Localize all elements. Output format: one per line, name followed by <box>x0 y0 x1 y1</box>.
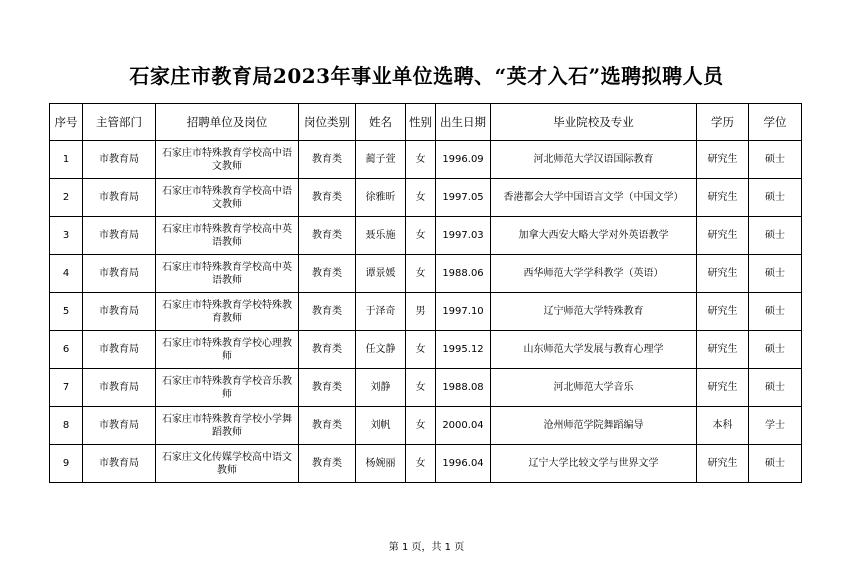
cell-category: 教育类 <box>299 445 356 483</box>
cell-position: 石家庄文化传媒学校高中语文教师 <box>156 445 299 483</box>
cell-education: 研究生 <box>697 141 749 179</box>
cell-category: 教育类 <box>299 179 356 217</box>
cell-birthdate: 1988.06 <box>436 255 491 293</box>
table-row <box>50 141 802 179</box>
cell-birthdate: 1995.12 <box>436 331 491 369</box>
cell-position: 石家庄市特殊教育学校高中英语教师 <box>156 217 299 255</box>
cell-education: 研究生 <box>697 369 749 407</box>
cell-department: 市教育局 <box>83 331 156 369</box>
cell-degree: 硕士 <box>749 217 802 255</box>
cell-degree: 硕士 <box>749 255 802 293</box>
cell-name: 杨婉丽 <box>356 445 406 483</box>
cell-department: 市教育局 <box>83 141 156 179</box>
cell-education: 研究生 <box>697 445 749 483</box>
page-footer: 第 1 页，共 1 页 <box>388 542 465 553</box>
cell-department: 市教育局 <box>83 255 156 293</box>
cell-gender: 女 <box>406 217 436 255</box>
cell-gender: 女 <box>406 369 436 407</box>
cell-birthdate: 1996.04 <box>436 445 491 483</box>
cell-school-major: 山东师范大学发展与教育心理学 <box>491 331 697 369</box>
cell-position: 石家庄市特殊教育学校心理教师 <box>156 331 299 369</box>
col-header-gender: 性别 <box>406 104 436 141</box>
cell-position: 石家庄市特殊教育学校高中语文教师 <box>156 141 299 179</box>
cell-department: 市教育局 <box>83 293 156 331</box>
cell-school-major: 河北师范大学音乐 <box>491 369 697 407</box>
cell-index: 4 <box>50 255 83 293</box>
col-header-birthdate: 出生日期 <box>436 104 491 141</box>
cell-birthdate: 2000.04 <box>436 407 491 445</box>
cell-department: 市教育局 <box>83 445 156 483</box>
cell-gender: 女 <box>406 445 436 483</box>
cell-education: 研究生 <box>697 293 749 331</box>
cell-index: 8 <box>50 407 83 445</box>
col-header-category: 岗位类别 <box>299 104 356 141</box>
cell-name: 徐雅昕 <box>356 179 406 217</box>
cell-education: 研究生 <box>697 179 749 217</box>
cell-department: 市教育局 <box>83 407 156 445</box>
table-row <box>50 293 802 331</box>
cell-category: 教育类 <box>299 293 356 331</box>
table-row <box>50 407 802 445</box>
cell-department: 市教育局 <box>83 179 156 217</box>
cell-education: 研究生 <box>697 331 749 369</box>
cell-index: 9 <box>50 445 83 483</box>
cell-name: 谭景媛 <box>356 255 406 293</box>
cell-gender: 女 <box>406 141 436 179</box>
cell-school-major: 辽宁大学比较文学与世界文学 <box>491 445 697 483</box>
cell-education: 本科 <box>697 407 749 445</box>
col-header-department: 主管部门 <box>83 104 156 141</box>
cell-category: 教育类 <box>299 217 356 255</box>
table-row <box>50 445 802 483</box>
page-title: 石家庄市教育局2023年事业单位选聘、“英才入石”选聘拟聘人员 <box>129 64 724 88</box>
cell-degree: 硕士 <box>749 293 802 331</box>
col-header-school-major: 毕业院校及专业 <box>491 104 697 141</box>
cell-index: 1 <box>50 141 83 179</box>
col-header-index: 序号 <box>50 104 83 141</box>
cell-category: 教育类 <box>299 255 356 293</box>
cell-school-major: 加拿大西安大略大学对外英语教学 <box>491 217 697 255</box>
cell-category: 教育类 <box>299 331 356 369</box>
cell-position: 石家庄市特殊教育学校音乐教师 <box>156 369 299 407</box>
cell-category: 教育类 <box>299 141 356 179</box>
cell-degree: 硕士 <box>749 331 802 369</box>
col-header-position: 招聘单位及岗位 <box>156 104 299 141</box>
table-row <box>50 179 802 217</box>
cell-gender: 男 <box>406 293 436 331</box>
cell-position: 石家庄市特殊教育学校小学舞蹈教师 <box>156 407 299 445</box>
table-row <box>50 331 802 369</box>
cell-gender: 女 <box>406 407 436 445</box>
cell-index: 2 <box>50 179 83 217</box>
cell-school-major: 辽宁师范大学特殊教育 <box>491 293 697 331</box>
cell-education: 研究生 <box>697 255 749 293</box>
cell-school-major: 河北师范大学汉语国际教育 <box>491 141 697 179</box>
cell-birthdate: 1997.10 <box>436 293 491 331</box>
cell-position: 石家庄市特殊教育学校特殊教育教师 <box>156 293 299 331</box>
cell-name: 聂乐施 <box>356 217 406 255</box>
cell-gender: 女 <box>406 179 436 217</box>
cell-gender: 女 <box>406 255 436 293</box>
cell-name: 蔺子萱 <box>356 141 406 179</box>
cell-category: 教育类 <box>299 369 356 407</box>
cell-department: 市教育局 <box>83 217 156 255</box>
cell-category: 教育类 <box>299 407 356 445</box>
table-row <box>50 369 802 407</box>
cell-school-major: 西华师范大学学科教学（英语） <box>491 255 697 293</box>
cell-birthdate: 1996.09 <box>436 141 491 179</box>
cell-degree: 硕士 <box>749 179 802 217</box>
col-header-name: 姓名 <box>356 104 406 141</box>
cell-degree: 硕士 <box>749 445 802 483</box>
cell-degree: 硕士 <box>749 369 802 407</box>
cell-degree: 硕士 <box>749 141 802 179</box>
cell-name: 于泽奇 <box>356 293 406 331</box>
cell-school-major: 香港都会大学中国语言文学（中国文学） <box>491 179 697 217</box>
cell-index: 3 <box>50 217 83 255</box>
cell-gender: 女 <box>406 331 436 369</box>
cell-birthdate: 1997.05 <box>436 179 491 217</box>
cell-birthdate: 1988.08 <box>436 369 491 407</box>
table-header-row <box>50 104 802 141</box>
col-header-education: 学历 <box>697 104 749 141</box>
table-row <box>50 255 802 293</box>
cell-index: 6 <box>50 331 83 369</box>
cell-position: 石家庄市特殊教育学校高中语文教师 <box>156 179 299 217</box>
cell-birthdate: 1997.03 <box>436 217 491 255</box>
cell-degree: 学士 <box>749 407 802 445</box>
cell-name: 刘帆 <box>356 407 406 445</box>
cell-name: 任文静 <box>356 331 406 369</box>
col-header-degree: 学位 <box>749 104 802 141</box>
cell-name: 刘静 <box>356 369 406 407</box>
cell-education: 研究生 <box>697 217 749 255</box>
table-row <box>50 217 802 255</box>
cell-school-major: 沧州师范学院舞蹈编导 <box>491 407 697 445</box>
cell-department: 市教育局 <box>83 369 156 407</box>
cell-index: 5 <box>50 293 83 331</box>
cell-position: 石家庄市特殊教育学校高中英语教师 <box>156 255 299 293</box>
cell-index: 7 <box>50 369 83 407</box>
appointee-table <box>49 103 802 483</box>
